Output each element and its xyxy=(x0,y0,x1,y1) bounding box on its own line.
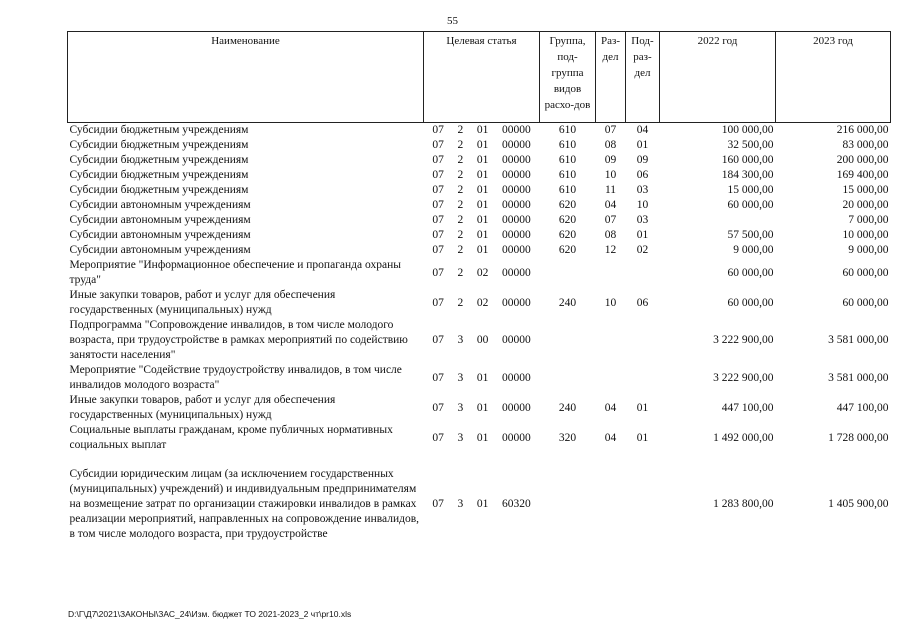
table-row xyxy=(68,467,891,542)
code-measure: 02 xyxy=(476,296,489,309)
code-subprogram: 2 xyxy=(457,214,464,226)
row-name: Иные закупки товаров, работ и услуг для обеспечения государственных (муниципальных) нужд xyxy=(69,394,336,421)
row-2023: 169 400,00 xyxy=(836,169,889,181)
row-target-code xyxy=(424,123,540,139)
row-group xyxy=(540,363,596,393)
code-subprogram: 2 xyxy=(457,229,464,241)
header-2023: 2023 год xyxy=(776,32,891,123)
code-measure: 01 xyxy=(476,139,489,151)
row-2022: 3 222 900,00 xyxy=(713,371,774,384)
row-group: 240 xyxy=(558,296,577,309)
row-section: 08 xyxy=(604,229,617,241)
row-target-code xyxy=(424,153,540,168)
row-subsection: 10 xyxy=(636,199,649,211)
row-2023: 15 000,00 xyxy=(842,184,889,196)
row-name: Субсидии автономным учреждениям xyxy=(69,229,251,241)
code-measure: 01 xyxy=(476,498,489,510)
row-section: 12 xyxy=(604,244,617,256)
code-program: 07 xyxy=(432,431,444,444)
row-2023: 447 100,00 xyxy=(836,401,889,414)
row-target-code xyxy=(424,168,540,183)
row-2022: 1 492 000,00 xyxy=(713,431,774,444)
code-measure: 01 xyxy=(476,214,489,226)
code-program: 07 xyxy=(432,169,444,181)
file-path-footer: D:\Г\Д7\2021\ЗАКОНЫ\ЗАС_24\Изм. бюджет ТО 2021-2023_2 чт\pr10.xls xyxy=(68,609,352,619)
row-subsection: 01 xyxy=(636,139,649,151)
code-measure: 01 xyxy=(476,401,489,414)
row-group: 620 xyxy=(558,229,577,241)
table-row xyxy=(68,393,891,423)
row-subsection: 03 xyxy=(636,214,649,226)
table-row xyxy=(68,288,891,318)
row-subsection: 09 xyxy=(636,154,649,166)
row-name: Субсидии бюджетным учреждениям xyxy=(69,154,249,166)
row-target-code xyxy=(424,138,540,153)
row-name: Субсидии автономным учреждениям xyxy=(69,199,251,211)
header-section: Раз-дел xyxy=(596,32,626,123)
row-2023: 7 000,00 xyxy=(848,214,889,226)
row-name: Субсидии бюджетным учреждениям xyxy=(69,139,249,151)
row-2022: 60 000,00 xyxy=(727,296,774,309)
row-target-code xyxy=(424,288,540,318)
table-row xyxy=(68,198,891,213)
row-name: Субсидии бюджетным учреждениям xyxy=(69,184,249,196)
row-section xyxy=(596,318,626,363)
row-target-code xyxy=(424,423,540,453)
budget-table xyxy=(67,31,891,542)
row-subsection xyxy=(626,318,660,363)
table-row xyxy=(68,138,891,153)
row-section: 04 xyxy=(604,199,617,211)
row-2023: 1 405 900,00 xyxy=(828,498,889,510)
row-section: 10 xyxy=(604,169,617,181)
header-name: Наименование xyxy=(68,32,424,123)
row-name: Иные закупки товаров, работ и услуг для обеспечения государственных (муниципальных) нужд xyxy=(69,289,336,316)
code-program: 07 xyxy=(432,266,444,279)
row-2023: 216 000,00 xyxy=(836,124,889,136)
header-target: Целевая статья xyxy=(424,32,540,123)
row-name: Субсидии автономным учреждениям xyxy=(69,244,251,256)
code-direction: 00000 xyxy=(501,296,531,309)
row-group: 610 xyxy=(558,154,577,166)
table-header-row xyxy=(68,32,891,123)
code-program: 07 xyxy=(432,184,444,196)
table-row xyxy=(68,213,891,228)
row-name: Субсидии юридическим лицам (за исключением государственных (муниципальных) учреждений) и индивидуальным предпринимателям на возмещение затрат по организации стажировки инвалидов в рамках реализации мероприятий, направленных на сопровождение инвалидов, в том числе молодого возраста, при трудоустройстве xyxy=(69,468,420,540)
row-target-code xyxy=(424,228,540,243)
row-target-code xyxy=(424,213,540,228)
code-subprogram: 2 xyxy=(457,139,464,151)
row-section: 11 xyxy=(604,184,617,196)
code-measure: 01 xyxy=(476,184,489,196)
row-subsection xyxy=(626,363,660,393)
row-group xyxy=(540,258,596,288)
row-subsection: 03 xyxy=(636,184,649,196)
code-program: 07 xyxy=(432,244,444,256)
code-program: 07 xyxy=(432,296,444,309)
row-2022: 447 100,00 xyxy=(721,401,774,414)
code-measure: 01 xyxy=(476,124,489,136)
row-2023: 1 728 000,00 xyxy=(828,431,889,444)
row-subsection: 01 xyxy=(636,401,649,414)
row-2022: 15 000,00 xyxy=(727,184,774,196)
code-subprogram: 2 xyxy=(457,124,464,136)
row-section: 10 xyxy=(604,296,617,309)
row-subsection: 06 xyxy=(636,169,649,181)
row-name: Субсидии бюджетным учреждениям xyxy=(69,169,249,181)
header-subsection: Под-раз-дел xyxy=(626,32,660,123)
row-name: Социальные выплаты гражданам, кроме публичных нормативных социальных выплат xyxy=(69,424,393,451)
code-direction: 00000 xyxy=(501,124,531,136)
code-subprogram: 2 xyxy=(457,266,464,279)
row-section xyxy=(596,467,626,542)
row-target-code xyxy=(424,198,540,213)
row-subsection: 01 xyxy=(636,229,649,241)
row-target-code xyxy=(424,318,540,363)
code-program: 07 xyxy=(432,334,444,346)
code-measure: 02 xyxy=(476,266,489,279)
code-measure: 01 xyxy=(476,371,489,384)
code-direction: 00000 xyxy=(501,244,531,256)
code-measure: 01 xyxy=(476,229,489,241)
row-section: 07 xyxy=(604,124,617,136)
code-direction: 60320 xyxy=(501,498,531,510)
row-2023: 9 000,00 xyxy=(848,244,889,256)
row-subsection: 02 xyxy=(636,244,649,256)
code-program: 07 xyxy=(432,401,444,414)
row-group xyxy=(540,318,596,363)
code-direction: 00000 xyxy=(501,199,531,211)
row-2022: 160 000,00 xyxy=(721,154,774,166)
code-subprogram: 2 xyxy=(457,184,464,196)
row-name: Подпрограмма "Сопровождение инвалидов, в том числе молодого возраста, при трудоустройстве в рамках мероприятий по содействию занятости населения" xyxy=(69,319,408,361)
row-group: 610 xyxy=(558,139,577,151)
code-measure: 00 xyxy=(476,334,489,346)
row-name: Субсидии автономным учреждениям xyxy=(69,214,251,226)
code-subprogram: 2 xyxy=(457,296,464,309)
row-2022 xyxy=(660,213,776,228)
code-measure: 01 xyxy=(476,199,489,211)
row-2023: 83 000,00 xyxy=(842,139,889,151)
row-2023: 200 000,00 xyxy=(836,154,889,166)
row-group: 320 xyxy=(558,431,577,444)
row-section: 09 xyxy=(604,154,617,166)
row-2023: 60 000,00 xyxy=(842,296,889,309)
row-2022: 1 283 800,00 xyxy=(713,498,774,510)
code-direction: 00000 xyxy=(501,431,531,444)
code-direction: 00000 xyxy=(501,154,531,166)
row-subsection: 01 xyxy=(636,431,649,444)
row-group: 620 xyxy=(558,244,577,256)
row-subsection: 06 xyxy=(636,296,649,309)
row-target-code xyxy=(424,393,540,423)
row-section xyxy=(596,363,626,393)
code-subprogram: 2 xyxy=(457,169,464,181)
code-program: 07 xyxy=(432,498,444,510)
code-subprogram: 3 xyxy=(457,334,464,346)
code-direction: 00000 xyxy=(501,401,531,414)
row-group xyxy=(540,467,596,542)
code-direction: 00000 xyxy=(501,266,531,279)
row-group: 610 xyxy=(558,124,577,136)
row-2022: 100 000,00 xyxy=(721,124,774,136)
code-subprogram: 3 xyxy=(457,371,464,384)
code-measure: 01 xyxy=(476,169,489,181)
row-section: 07 xyxy=(604,214,617,226)
code-direction: 00000 xyxy=(501,334,531,346)
code-program: 07 xyxy=(432,139,444,151)
row-2023: 3 581 000,00 xyxy=(828,371,889,384)
table-row xyxy=(68,243,891,258)
row-group: 610 xyxy=(558,169,577,181)
code-program: 07 xyxy=(432,371,444,384)
table-row xyxy=(68,318,891,363)
row-group: 240 xyxy=(558,401,577,414)
row-2022: 57 500,00 xyxy=(727,229,774,241)
code-subprogram: 2 xyxy=(457,154,464,166)
row-2022: 32 500,00 xyxy=(727,139,774,151)
row-name: Мероприятие "Информационное обеспечение и пропаганда охраны труда" xyxy=(69,259,401,286)
row-section xyxy=(596,258,626,288)
row-group: 610 xyxy=(558,184,577,196)
code-measure: 01 xyxy=(476,154,489,166)
code-subprogram: 2 xyxy=(457,244,464,256)
page-number: 55 xyxy=(447,15,458,27)
table-row xyxy=(68,123,891,139)
code-subprogram: 3 xyxy=(457,401,464,414)
row-2023: 60 000,00 xyxy=(842,266,889,279)
code-direction: 00000 xyxy=(501,184,531,196)
row-2022: 9 000,00 xyxy=(733,244,774,256)
row-2023: 3 581 000,00 xyxy=(828,334,889,346)
row-name: Мероприятие "Содействие трудоустройству инвалидов, в том числе инвалидов молодого возраста" xyxy=(69,364,402,391)
row-2023: 20 000,00 xyxy=(842,199,889,211)
row-subsection xyxy=(626,467,660,542)
row-target-code xyxy=(424,363,540,393)
row-target-code xyxy=(424,467,540,542)
table-row xyxy=(68,228,891,243)
row-section: 04 xyxy=(604,401,617,414)
code-subprogram: 3 xyxy=(457,498,464,510)
code-subprogram: 2 xyxy=(457,199,464,211)
row-name: Субсидии бюджетным учреждениям xyxy=(69,124,249,136)
code-direction: 00000 xyxy=(501,139,531,151)
table-row xyxy=(68,183,891,198)
row-2022: 60 000,00 xyxy=(727,266,774,279)
row-group: 620 xyxy=(558,214,577,226)
row-target-code xyxy=(424,243,540,258)
row-2022: 3 222 900,00 xyxy=(713,334,774,346)
code-measure: 01 xyxy=(476,244,489,256)
code-program: 07 xyxy=(432,154,444,166)
table-row xyxy=(68,423,891,453)
code-direction: 00000 xyxy=(501,169,531,181)
row-2022: 184 300,00 xyxy=(721,169,774,181)
code-measure: 01 xyxy=(476,431,489,444)
row-2023: 10 000,00 xyxy=(842,229,889,241)
header-2022: 2022 год xyxy=(660,32,776,123)
code-direction: 00000 xyxy=(501,214,531,226)
code-program: 07 xyxy=(432,199,444,211)
code-direction: 00000 xyxy=(501,229,531,241)
row-target-code xyxy=(424,258,540,288)
row-2022: 60 000,00 xyxy=(727,199,774,211)
code-program: 07 xyxy=(432,229,444,241)
row-subsection xyxy=(626,258,660,288)
row-section: 08 xyxy=(604,139,617,151)
row-target-code xyxy=(424,183,540,198)
row-section: 04 xyxy=(604,431,617,444)
table-row xyxy=(68,153,891,168)
header-group: Группа, под-группа видов расхо-дов xyxy=(540,32,596,123)
row-group: 620 xyxy=(558,199,577,211)
code-program: 07 xyxy=(432,124,444,136)
code-subprogram: 3 xyxy=(457,431,464,444)
table-row xyxy=(68,258,891,288)
row-subsection: 04 xyxy=(636,124,649,136)
code-program: 07 xyxy=(432,214,444,226)
table-row xyxy=(68,168,891,183)
code-direction: 00000 xyxy=(501,371,531,384)
table-row xyxy=(68,363,891,393)
